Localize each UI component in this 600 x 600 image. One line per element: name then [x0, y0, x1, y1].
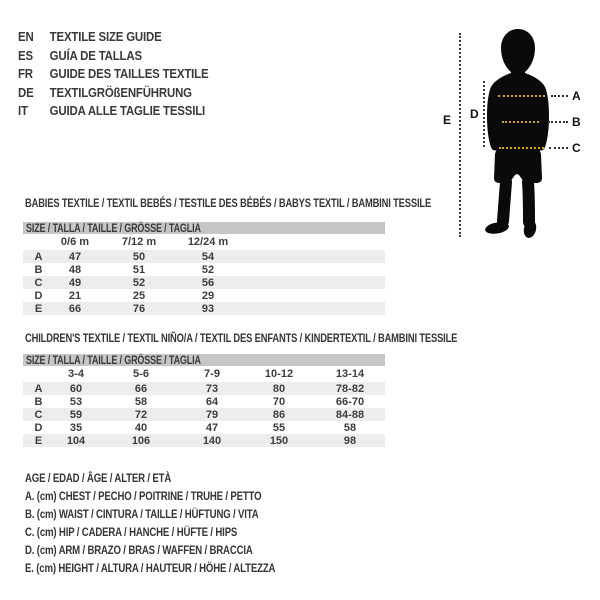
babies-section-title: BABIES TEXTILE / TEXTIL BEBÉS / TESTILE DES BÉBÉS / BABYS TEXTIL / BAMBINI TESSILE [25, 196, 432, 210]
size-value: 48 [68, 263, 82, 276]
label-arm-d: D [470, 107, 479, 121]
size-value: 47 [205, 421, 219, 434]
size-value: 52 [201, 263, 215, 276]
row-label: B [34, 395, 43, 408]
size-value: 84-88 [335, 408, 365, 421]
lang-code: IT [18, 103, 28, 118]
column-header: 10-12 [264, 368, 294, 380]
row-label: A [34, 382, 43, 395]
table-row [23, 250, 385, 263]
size-value: 106 [131, 434, 151, 447]
size-value: 21 [68, 289, 82, 302]
children-size-table [23, 366, 385, 447]
lang-code: EN [18, 29, 34, 44]
size-value: 72 [134, 408, 148, 421]
lang-code: ES [18, 47, 33, 63]
size-value: 80 [272, 382, 286, 395]
babies-size-header-bar [23, 222, 385, 234]
chest-line-extension [551, 95, 568, 97]
children-section-title: CHILDREN'S TEXTILE / TEXTIL NIÑO/A / TEXTIL DES ENFANTS / KINDERTEXTIL / BAMBINI TESSILE [25, 331, 458, 345]
table-row [23, 434, 385, 447]
legend-hip: C. (cm) HIP / CADERA / HANCHE / HÜFTE / HIPS [25, 525, 238, 539]
lang-label: GUIDA ALLE TAGLIE TESSILI [49, 103, 206, 118]
legend-height: E. (cm) HEIGHT / ALTURA / HAUTEUR / HÖHE / ALTEZZA [25, 561, 276, 575]
column-header: 0/6 m [60, 236, 90, 248]
waist-line-yellow [502, 121, 539, 123]
size-value: 64 [205, 395, 219, 408]
size-value: 53 [69, 395, 83, 408]
lang-label: TEXTILGRÖßENFÜHRUNG [49, 84, 192, 100]
row-label: A [34, 250, 43, 263]
column-header: 13-14 [335, 368, 365, 380]
size-value: 76 [132, 302, 146, 315]
legend-waist: B. (cm) WAIST / CINTURA / TAILLE / HÜFTUNG / VITA [25, 507, 259, 521]
size-value: 98 [343, 434, 357, 447]
measurement-figure [0, 0, 600, 250]
babies-size-table [23, 234, 385, 315]
lang-code: DE [18, 84, 34, 100]
empty-cell [237, 289, 385, 302]
column-header: 3-4 [68, 368, 84, 380]
row-label: C [34, 276, 43, 289]
size-value: 79 [205, 408, 219, 421]
empty-cell [237, 302, 385, 315]
empty-cell [237, 234, 385, 250]
size-value: 54 [201, 250, 215, 263]
lang-label: TEXTILE SIZE GUIDE [49, 29, 162, 44]
size-value: 52 [132, 276, 146, 289]
chest-line-yellow [498, 95, 545, 97]
size-value: 51 [132, 263, 146, 276]
size-value: 40 [134, 421, 148, 434]
row-label: D [34, 421, 43, 434]
row-label: E [34, 434, 43, 447]
column-header: 12/24 m [187, 236, 229, 248]
size-value: 59 [69, 408, 83, 421]
empty-cell [23, 234, 51, 250]
lang-label: GUÍA DE TALLAS [49, 47, 142, 63]
table-row [23, 276, 385, 289]
size-value: 66 [134, 382, 148, 395]
children-size-header-bar [23, 354, 385, 366]
size-value: 50 [132, 250, 146, 263]
column-header: 7/12 m [121, 236, 157, 248]
table-row [23, 408, 385, 421]
table-row [23, 302, 385, 315]
size-value: 25 [132, 289, 146, 302]
empty-cell [237, 250, 385, 263]
label-chest-a: A [572, 89, 581, 103]
row-label: B [34, 263, 43, 276]
hip-line-extension [549, 147, 568, 149]
babies-column-header-row [23, 234, 385, 250]
legend-arm: D. (cm) ARM / BRAZO / BRAS / WAFFEN / BRACCIA [25, 543, 253, 557]
size-value: 73 [205, 382, 219, 395]
size-value: 56 [201, 276, 215, 289]
column-header: 5-6 [133, 368, 149, 380]
size-value: 104 [66, 434, 86, 447]
size-value: 35 [69, 421, 83, 434]
size-value: 49 [68, 276, 82, 289]
waist-line-extension [548, 121, 568, 123]
child-silhouette-icon [478, 28, 560, 240]
size-value: 58 [134, 395, 148, 408]
size-value: 58 [343, 421, 357, 434]
size-value: 70 [272, 395, 286, 408]
label-hip-c: C [572, 141, 581, 155]
height-measure-line [459, 33, 461, 237]
row-label: E [34, 302, 43, 315]
column-header: 7-9 [204, 368, 220, 380]
legend-chest: A. (cm) CHEST / PECHO / POITRINE / TRUHE / PETTO [25, 489, 262, 503]
row-label: C [34, 408, 43, 421]
lang-code: FR [18, 66, 33, 81]
lang-label: GUIDE DES TAILLES TEXTILE [49, 66, 209, 81]
label-waist-b: B [572, 115, 581, 129]
table-row [23, 421, 385, 434]
size-value: 140 [202, 434, 222, 447]
children-column-header-row [23, 366, 385, 382]
size-value: 29 [201, 289, 215, 302]
size-value: 55 [272, 421, 286, 434]
size-value: 150 [269, 434, 289, 447]
size-value: 47 [68, 250, 82, 263]
table-row [23, 395, 385, 408]
row-label: D [34, 289, 43, 302]
size-value: 66-70 [335, 395, 365, 408]
size-value: 66 [68, 302, 82, 315]
size-header-text: SIZE / TALLA / TAILLE / GRÖSSE / TAGLIA [26, 221, 201, 235]
size-value: 60 [69, 382, 83, 395]
size-header-text: SIZE / TALLA / TAILLE / GRÖSSE / TAGLIA [26, 353, 201, 367]
empty-cell [237, 276, 385, 289]
size-value: 93 [201, 302, 215, 315]
table-row [23, 289, 385, 302]
size-value: 86 [272, 408, 286, 421]
size-value: 78-82 [335, 382, 365, 395]
table-row [23, 263, 385, 276]
empty-cell [23, 366, 51, 382]
hip-line-yellow [499, 147, 544, 149]
table-row [23, 382, 385, 395]
label-height-e: E [443, 113, 452, 127]
legend-age: AGE / EDAD / ÂGE / ALTER / ETÀ [25, 471, 172, 485]
measurement-legend [25, 471, 338, 579]
empty-cell [237, 263, 385, 276]
